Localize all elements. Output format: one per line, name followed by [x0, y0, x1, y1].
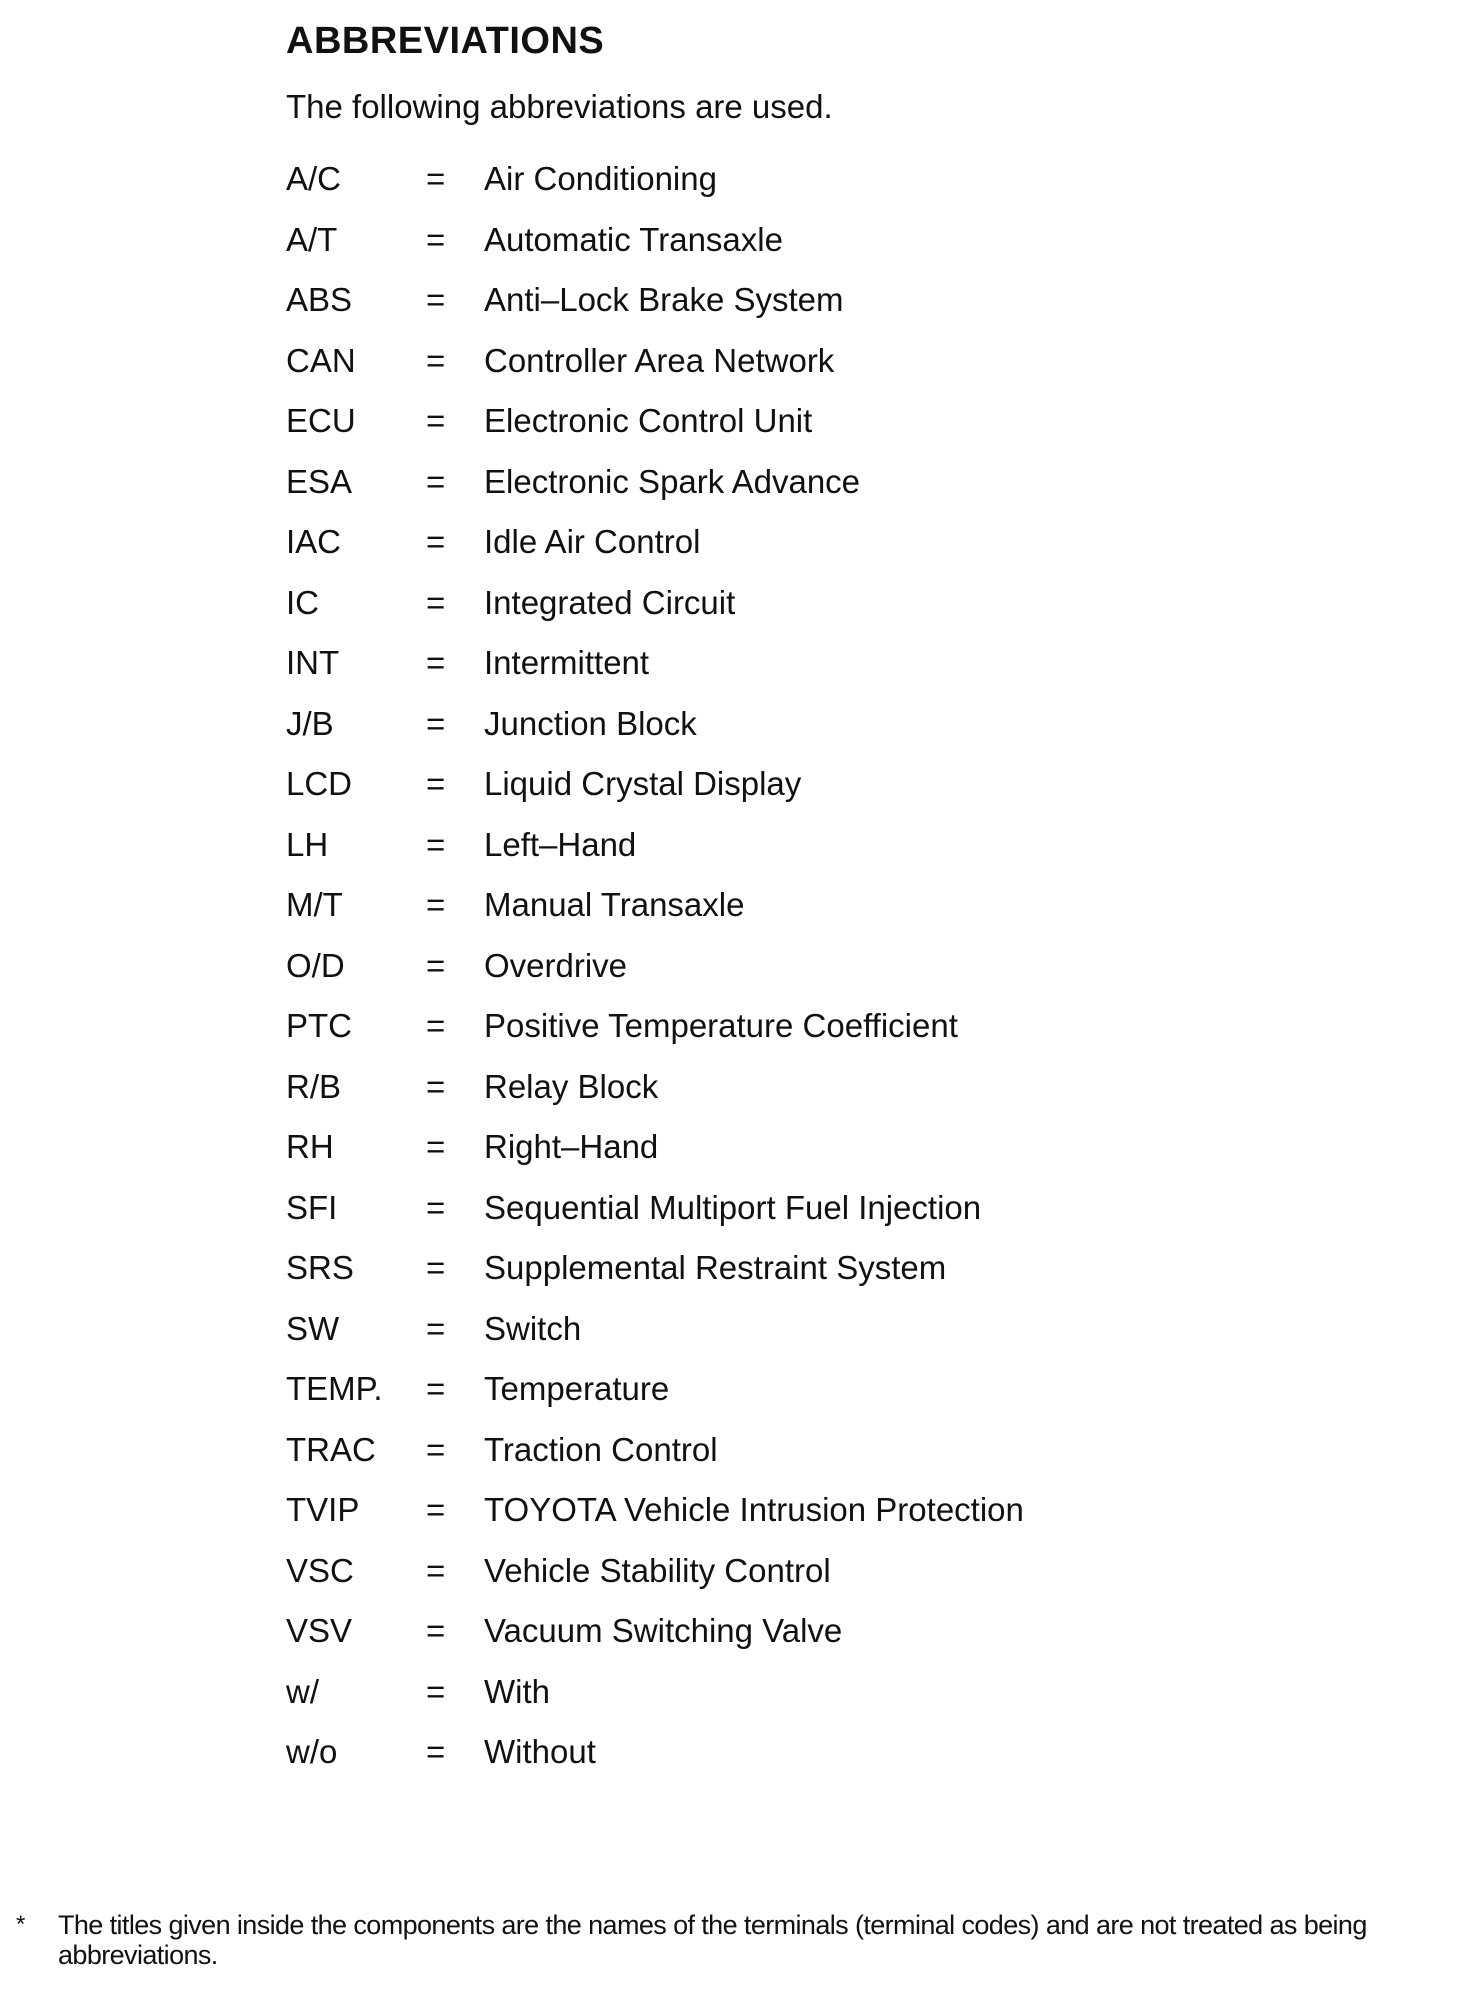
abbreviation-code: A/C	[286, 160, 342, 197]
abbreviation-code: M/T	[286, 886, 343, 923]
equals-sign: =	[426, 583, 446, 621]
abbreviation-row	[286, 220, 1024, 281]
abbreviation-row	[286, 1490, 1024, 1551]
abbreviation-code: A/T	[286, 220, 338, 258]
abbreviation-code: TEMP.	[286, 1370, 383, 1407]
equals-sign: =	[426, 1612, 446, 1649]
intro-text: The following abbreviations are used.	[286, 88, 833, 125]
abbreviation-row	[286, 522, 1024, 583]
abbreviation-meaning: Sequential Multiport Fuel Injection	[484, 1188, 982, 1226]
abbreviation-code: IC	[286, 583, 319, 621]
abbreviation-meaning: Junction Block	[484, 704, 697, 742]
abbreviation-row	[286, 1309, 1024, 1370]
equals-sign: =	[426, 1249, 446, 1286]
abbreviation-code: TRAC	[286, 1430, 376, 1468]
abbreviation-code: J/B	[286, 704, 334, 742]
equals-sign: =	[426, 644, 446, 681]
abbreviation-row	[286, 1127, 1024, 1188]
abbreviation-code: SW	[286, 1309, 340, 1347]
abbreviation-meaning: Vehicle Stability Control	[484, 1551, 831, 1589]
equals-sign: =	[426, 1733, 446, 1770]
abbreviation-meaning: Electronic Spark Advance	[484, 462, 861, 500]
abbreviation-meaning: Air Conditioning	[484, 160, 717, 197]
equals-sign: =	[426, 1188, 446, 1226]
equals-sign: =	[426, 1491, 446, 1528]
abbreviation-meaning: Intermittent	[484, 644, 650, 681]
equals-sign: =	[426, 523, 446, 560]
abbreviation-row	[286, 159, 1024, 220]
abbreviation-meaning: Without	[484, 1733, 596, 1770]
footnote-asterisk: *	[16, 1911, 25, 1938]
abbreviation-row	[286, 1188, 1024, 1249]
abbreviation-row	[286, 280, 1024, 341]
abbreviation-code: PTC	[286, 1007, 352, 1044]
abbreviation-row	[286, 1611, 1024, 1672]
abbreviation-row	[286, 401, 1024, 462]
abbreviation-code: ESA	[286, 462, 353, 500]
abbreviation-meaning: Liquid Crystal Display	[484, 765, 802, 802]
abbreviation-meaning: With	[484, 1672, 550, 1710]
footnote	[16, 1910, 1456, 1970]
abbreviation-row	[286, 462, 1024, 523]
equals-sign: =	[426, 946, 446, 984]
abbreviation-meaning: Controller Area Network	[484, 341, 835, 379]
abbreviation-row	[286, 946, 1024, 1007]
equals-sign: =	[426, 1128, 446, 1165]
abbreviation-meaning: Idle Air Control	[484, 523, 701, 560]
abbreviation-code: INT	[286, 644, 340, 681]
abbreviation-meaning: Manual Transaxle	[484, 886, 745, 923]
abbreviation-row	[286, 764, 1024, 825]
abbreviation-row	[286, 1672, 1024, 1733]
abbreviation-meaning: Anti–Lock Brake System	[484, 281, 844, 318]
abbreviation-row	[286, 1732, 1024, 1793]
abbreviation-code: O/D	[286, 946, 345, 984]
abbreviation-meaning: Switch	[484, 1309, 582, 1347]
abbreviation-meaning: Relay Block	[484, 1067, 659, 1105]
equals-sign: =	[426, 886, 446, 923]
abbreviation-row	[286, 341, 1024, 402]
abbreviation-meaning: Electronic Control Unit	[484, 402, 813, 439]
abbreviation-code: CAN	[286, 341, 356, 379]
abbreviation-code: w/	[286, 1672, 319, 1710]
equals-sign: =	[426, 1309, 446, 1347]
abbreviation-row	[286, 643, 1024, 704]
abbreviation-row	[286, 1006, 1024, 1067]
abbreviation-meaning: Traction Control	[484, 1430, 718, 1468]
footnote-text: The titles given inside the components are the names of the terminals (terminal codes) and are not treated as being abbreviations.	[58, 1910, 1367, 1970]
abbreviation-meaning: TOYOTA Vehicle Intrusion Protection	[484, 1491, 1024, 1528]
abbreviation-meaning: Overdrive	[484, 946, 628, 984]
equals-sign: =	[426, 220, 446, 258]
abbreviation-row	[286, 1430, 1024, 1491]
abbreviation-row	[286, 704, 1024, 765]
abbreviation-meaning: Integrated Circuit	[484, 583, 736, 621]
abbreviation-row	[286, 1067, 1024, 1128]
equals-sign: =	[426, 1672, 446, 1710]
equals-sign: =	[426, 704, 446, 742]
equals-sign: =	[426, 825, 446, 863]
equals-sign: =	[426, 160, 446, 197]
equals-sign: =	[426, 1370, 446, 1407]
abbreviation-code: IAC	[286, 523, 342, 560]
equals-sign: =	[426, 281, 446, 318]
abbreviation-meaning: Automatic Transaxle	[484, 220, 783, 258]
abbreviation-meaning: Left–Hand	[484, 825, 637, 863]
abbreviation-code: LH	[286, 825, 329, 863]
abbreviation-code: VSC	[286, 1551, 354, 1589]
equals-sign: =	[426, 1551, 446, 1589]
abbreviation-code: w/o	[286, 1733, 338, 1770]
abbreviation-code: VSV	[286, 1612, 353, 1649]
abbreviation-code: TVIP	[286, 1491, 360, 1528]
abbreviation-code: RH	[286, 1128, 334, 1165]
abbreviation-meaning: Temperature	[484, 1370, 670, 1407]
abbreviation-meaning: Vacuum Switching Valve	[484, 1612, 843, 1649]
equals-sign: =	[426, 765, 446, 802]
abbreviation-row	[286, 583, 1024, 644]
abbreviation-code: SFI	[286, 1188, 338, 1226]
abbreviation-row	[286, 885, 1024, 946]
abbreviation-meaning: Positive Temperature Coefficient	[484, 1007, 958, 1044]
abbreviation-row	[286, 1369, 1024, 1430]
equals-sign: =	[426, 462, 446, 500]
abbreviation-list	[286, 159, 1024, 1793]
abbreviation-meaning: Right–Hand	[484, 1128, 659, 1165]
equals-sign: =	[426, 1067, 446, 1105]
abbreviation-meaning: Supplemental Restraint System	[484, 1249, 947, 1286]
equals-sign: =	[426, 402, 446, 439]
abbreviation-row	[286, 825, 1024, 886]
abbreviation-code: ECU	[286, 402, 356, 439]
abbreviation-code: R/B	[286, 1067, 342, 1105]
page-title: ABBREVIATIONS	[286, 20, 605, 62]
equals-sign: =	[426, 1007, 446, 1044]
abbreviation-code: LCD	[286, 765, 353, 802]
abbreviation-code: SRS	[286, 1249, 354, 1286]
abbreviation-code: ABS	[286, 281, 353, 318]
abbreviation-row	[286, 1551, 1024, 1612]
equals-sign: =	[426, 1430, 446, 1468]
abbreviation-row	[286, 1248, 1024, 1309]
equals-sign: =	[426, 341, 446, 379]
